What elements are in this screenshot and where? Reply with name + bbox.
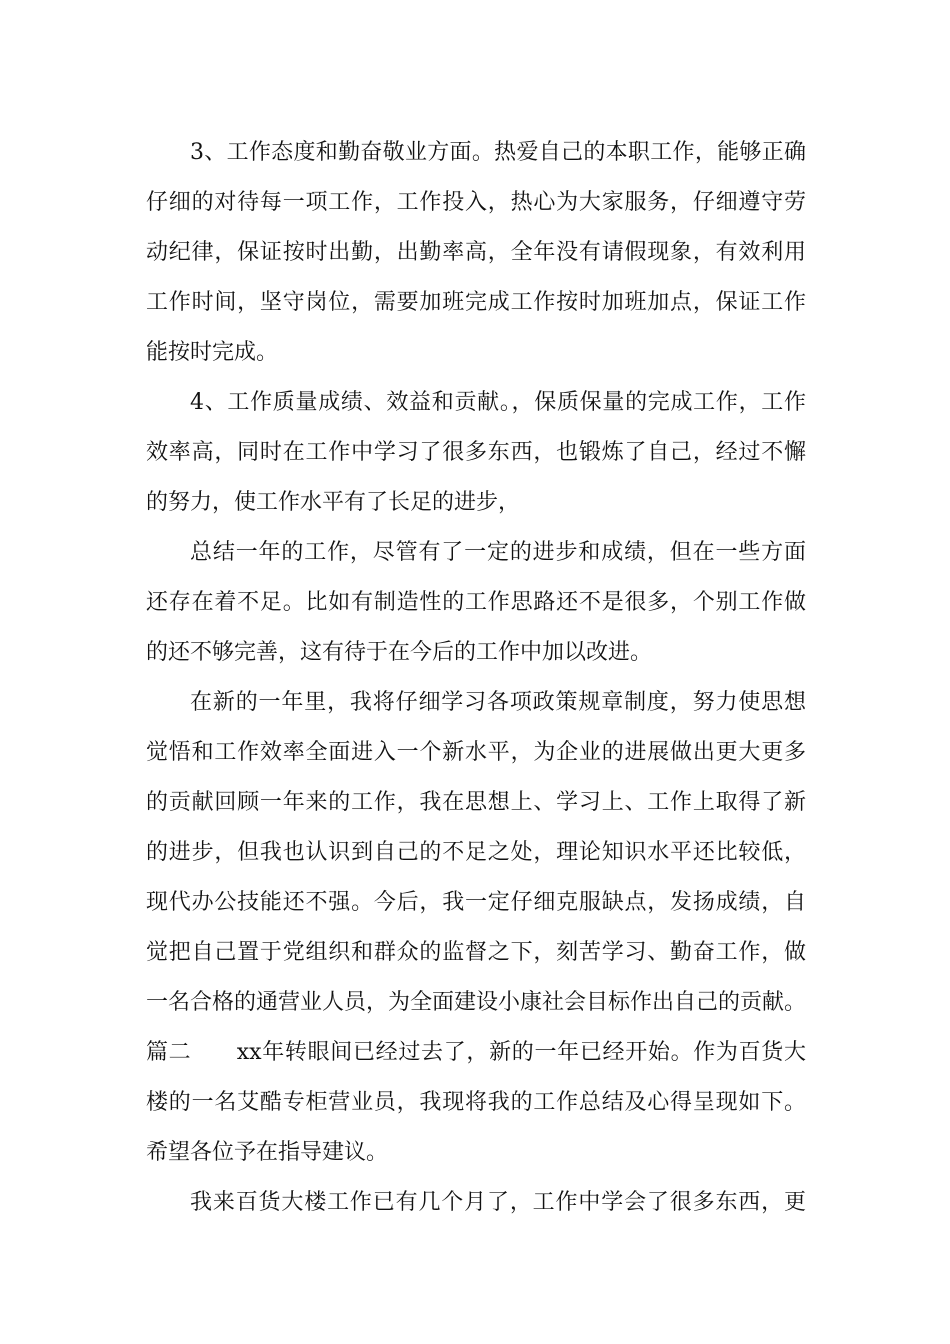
text-line: 总结一年的工作，尽管有了一定的进步和成绩，但在一些方面: [190, 540, 806, 565]
text-line: 一名合格的通营业人员，为全面建设小康社会目标作出自己的贡献。: [146, 990, 807, 1015]
text-line: 的努力，使工作水平有了长足的进步，: [146, 490, 521, 515]
text-line: 还存在着不足。比如有制造性的工作思路还不是很多，个别工作做: [146, 590, 806, 615]
text-line: 的贡献回顾一年来的工作，我在思想上、学习上、工作上取得了新: [146, 790, 806, 815]
text-line: 能按时完成。: [146, 340, 279, 365]
paragraph-part-two: [146, 1028, 806, 1178]
text-line: 篇二 xx年转眼间已经过去了，新的一年已经开始。作为百货大: [146, 1040, 806, 1065]
text-line: 希望各位予在指导建议。: [146, 1140, 389, 1165]
text-line: 的还不够完善，这有待于在今后的工作中加以改进。: [146, 640, 653, 665]
text-line: 在新的一年里，我将仔细学习各项政策规章制度，努力使思想: [190, 690, 806, 715]
text-line: 楼的一名艾酷专柜营业员，我现将我的工作总结及心得呈现如下。: [146, 1090, 806, 1115]
document-body: [146, 128, 806, 1228]
paragraph-new-year: [146, 678, 806, 1028]
text-line: 仔细的对待每一项工作，工作投入，热心为大家服务，仔细遵守劳: [146, 190, 806, 215]
text-line: 觉把自己置于党组织和群众的监督之下，刻苦学习、勤奋工作，做: [146, 940, 806, 965]
text-line: 现代办公技能还不强。今后，我一定仔细克服缺点，发扬成绩，自: [146, 890, 806, 915]
text-line: 的进步，但我也认识到自己的不足之处，理论知识水平还比较低，: [146, 840, 806, 865]
text-line: 我来百货大楼工作已有几个月了，工作中学会了很多东西，更: [190, 1190, 806, 1215]
text-line: 4、工作质量成绩、效益和贡献。，保质保量的完成工作，工作: [190, 390, 806, 415]
text-line: 觉悟和工作效率全面进入一个新水平，为企业的进展做出更大更多: [146, 740, 806, 765]
text-line: 动纪律，保证按时出勤，出勤率高，全年没有请假现象，有效利用: [146, 240, 806, 265]
paragraph-department-store: [146, 1178, 806, 1228]
text-line: 效率高，同时在工作中学习了很多东西，也锻炼了自己，经过不懈: [146, 440, 806, 465]
paragraph-summary: [146, 528, 806, 678]
paragraph-work-quality: [146, 378, 806, 528]
paragraph-work-attitude: [146, 128, 806, 378]
text-line: 工作时间，坚守岗位，需要加班完成工作按时加班加点，保证工作: [146, 290, 806, 315]
text-line: 3、工作态度和勤奋敬业方面。热爱自己的本职工作，能够正确: [190, 140, 806, 165]
